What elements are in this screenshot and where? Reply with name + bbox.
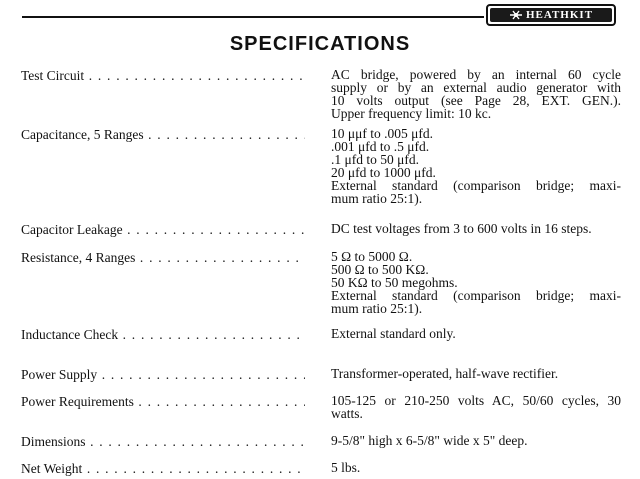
spec-value: [331, 434, 621, 447]
spec-value: [331, 394, 621, 420]
spec-value-line: DC test voltages from 3 to 600 volts in 16 steps.: [331, 221, 592, 236]
spec-label: Inductance Check . . .: [21, 327, 305, 342]
spec-value-line: supply or by an external audio generator with: [331, 80, 621, 95]
spec-label: Resistance, 4 Ranges . . .: [21, 250, 305, 265]
spec-label: Net Weight . . .: [21, 461, 305, 476]
spec-value-line: External standard (comparison bridge; maxi-: [331, 288, 621, 303]
spec-label: Capacitance, 5 Ranges . . .: [21, 127, 305, 142]
spec-value-line: External standard only.: [331, 326, 456, 341]
spec-value-line: 105-125 or 210-250 volts AC, 50/60 cycles, 30: [331, 393, 621, 408]
spec-value-line: mum ratio 25:1).: [331, 301, 423, 316]
spec-value-line: Upper frequency limit: 10 kc.: [331, 106, 492, 121]
spec-value: [331, 222, 621, 235]
spec-value-line: 10 μμf to .005 μfd.: [331, 126, 433, 141]
spec-value: [331, 68, 621, 120]
spec-label: Capacitor Leakage . . .: [21, 222, 305, 237]
spec-label: Test Circuit . . .: [21, 68, 305, 83]
logo-text: HEATHKIT: [525, 9, 594, 21]
spec-label: Dimensions . . .: [21, 434, 305, 449]
logo-plate: [490, 8, 612, 22]
spec-value: [331, 461, 621, 474]
spec-value: [331, 327, 621, 340]
spec-value: [331, 367, 621, 380]
logo-mark-icon: [509, 9, 523, 21]
spec-value-line: watts.: [331, 406, 363, 421]
spec-label: Power Supply . . .: [21, 367, 305, 382]
spec-value-line: .1 μfd to 50 μfd.: [331, 152, 419, 167]
spec-value-line: 5 Ω to 5000 Ω.: [331, 249, 413, 264]
spec-value-line: Transformer-operated, half-wave rectifier.: [331, 366, 559, 381]
spec-value-line: 5 lbs.: [331, 460, 361, 475]
spec-value: [331, 127, 621, 205]
spec-value-line: External standard (comparison bridge; maxi-: [331, 178, 621, 193]
spec-value-line: 20 μfd to 1000 μfd.: [331, 165, 436, 180]
spec-value-line: .001 μfd to .5 μfd.: [331, 139, 430, 154]
page-title: SPECIFICATIONS: [229, 33, 411, 55]
spec-value-line: 9-5/8" high x 6-5/8" wide x 5" deep.: [331, 433, 528, 448]
spec-value-line: 500 Ω to 500 KΩ.: [331, 262, 429, 277]
header-rule: [22, 16, 484, 18]
spec-value-line: mum ratio 25:1).: [331, 191, 423, 206]
spec-value-line: AC bridge, powered by an internal 60 cycle: [331, 67, 621, 82]
spec-value: [331, 250, 621, 315]
spec-value-line: 10 volts output (see Page 28, EXT. GEN.).: [331, 93, 621, 108]
heathkit-logo: [486, 4, 616, 26]
spec-value-line: 50 KΩ to 50 megohms.: [331, 275, 458, 290]
spec-label: Power Requirements . . .: [21, 394, 305, 409]
